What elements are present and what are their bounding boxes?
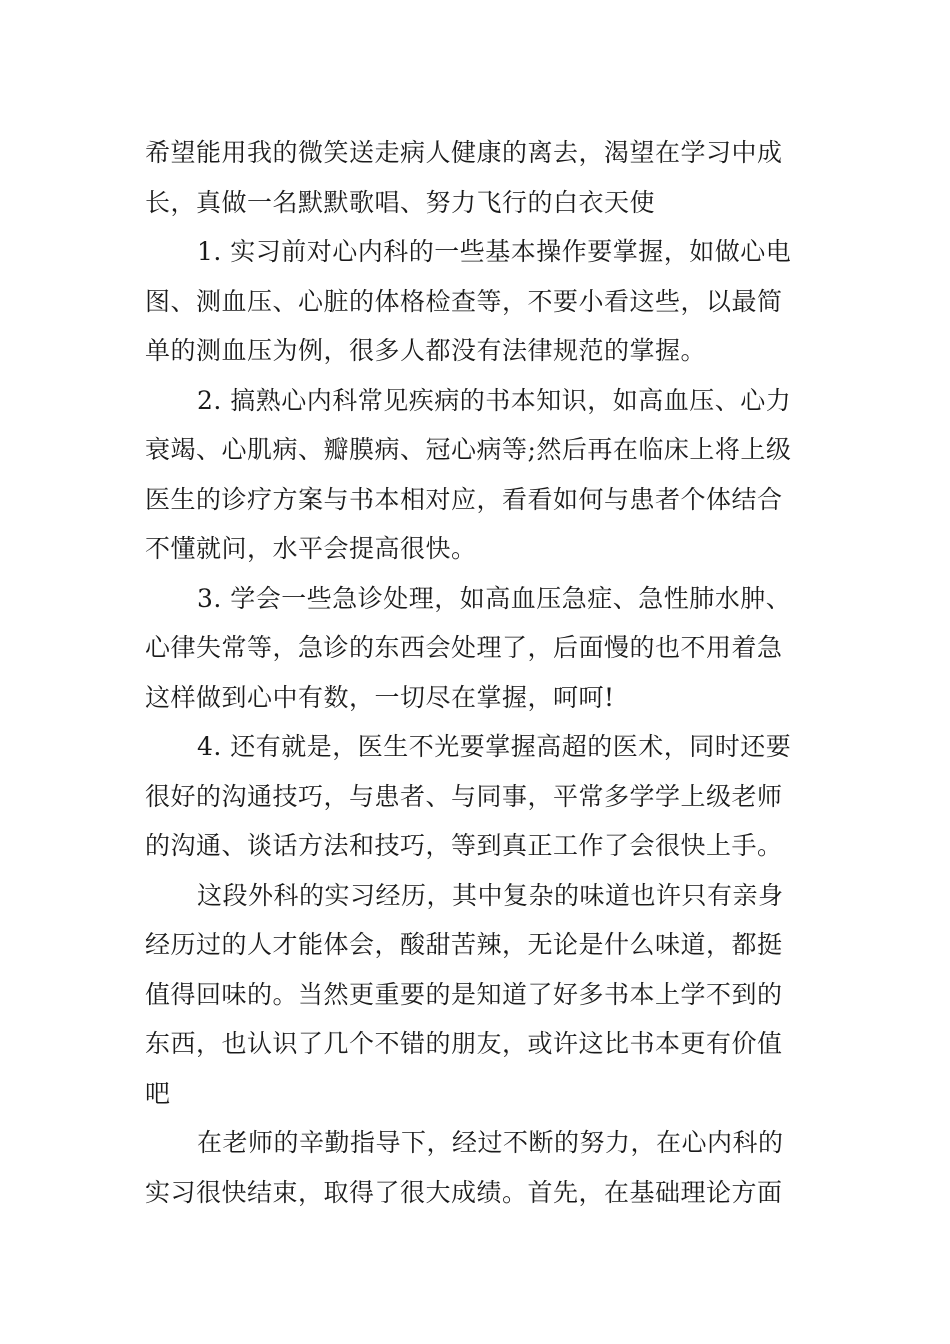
- text-line: 东西，也认识了几个不错的朋友，或许这比书本更有价值: [145, 1029, 783, 1058]
- text-line: 3. 学会一些急诊处理，如高血压急症、急性肺水肿、: [197, 583, 792, 613]
- text-line: 4. 还有就是，医生不光要掌握高超的医术，同时还要: [197, 732, 792, 761]
- text-line: 实习很快结束，取得了很大成绩。首先，在基础理论方面: [145, 1177, 783, 1207]
- text-line: 在老师的辛勤指导下，经过不断的努力，在心内科的: [197, 1128, 784, 1157]
- text-line: 吧: [145, 1078, 171, 1108]
- text-line: 的沟通、谈话方法和技巧，等到真正工作了会很快上手。: [145, 831, 783, 860]
- text-line: 单的测血压为例，很多人都没有法律规范的掌握。: [145, 336, 707, 365]
- text-line: 希望能用我的微笑送走病人健康的离去，渴望在学习中成: [145, 138, 783, 167]
- text-line: 长，真做一名默默歌唱、努力飞行的白衣天使: [145, 187, 656, 217]
- text-line: 经历过的人才能体会，酸甜苦辣，无论是什么味道，都挺: [145, 930, 783, 959]
- text-line: 这段外科的实习经历，其中复杂的味道也许只有亲身: [197, 880, 784, 910]
- document-body: [145, 128, 810, 1217]
- text-line: 1. 实习前对心内科的一些基本操作要掌握，如做心电: [197, 237, 792, 266]
- text-line: 这样做到心中有数，一切尽在掌握，呵呵!: [145, 682, 615, 712]
- text-line: 很好的沟通技巧，与患者、与同事，平常多学学上级老师: [145, 781, 783, 811]
- text-line: 值得回味的。当然更重要的是知道了好多书本上学不到的: [145, 979, 783, 1009]
- text-line: 图、测血压、心脏的体格检查等，不要小看这些，以最简: [145, 286, 783, 316]
- text-line: 心律失常等，急诊的东西会处理了，后面慢的也不用着急: [145, 633, 783, 662]
- text-line: 2. 搞熟心内科常见疾病的书本知识，如高血压、心力: [197, 385, 792, 415]
- text-line: 衰竭、心肌病、瓣膜病、冠心病等;然后再在临床上将上级: [145, 435, 792, 464]
- text-line: 不懂就问，水平会提高很快。: [145, 534, 477, 563]
- text-line: 医生的诊疗方案与书本相对应，看看如何与患者个体结合: [145, 484, 783, 514]
